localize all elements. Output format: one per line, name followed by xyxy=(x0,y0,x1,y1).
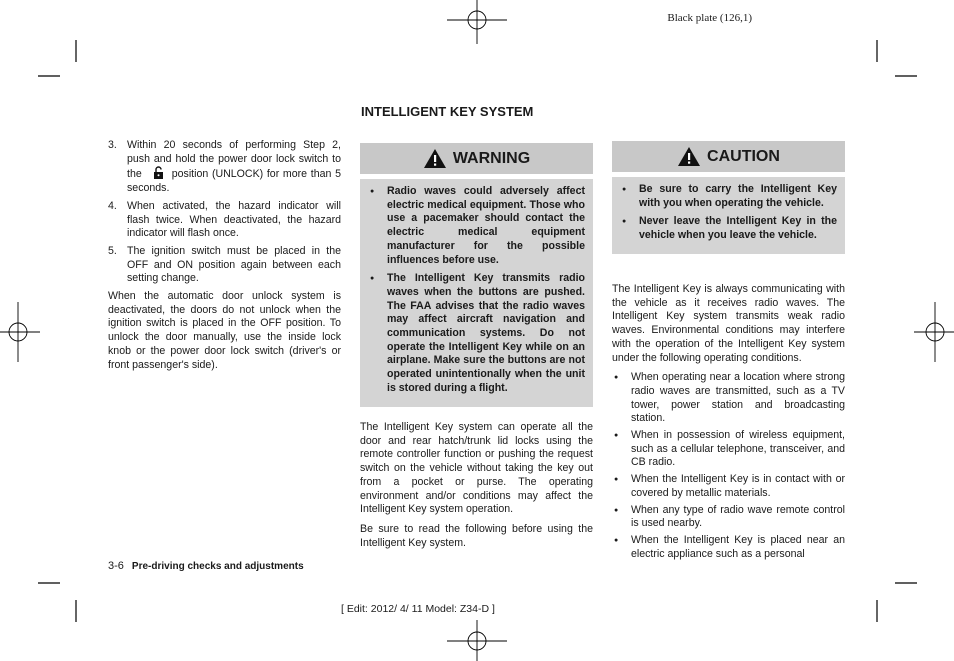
registration-mark-left xyxy=(0,302,40,362)
warning-title: WARNING xyxy=(452,149,531,167)
list-item: ● When in possession of wireless equipment, such as a cellular telephone, transceiver, and CB radio. xyxy=(612,429,845,470)
list-item: ● Radio waves could adversely affect electric medical equipment. Those who use a pacemaker should contact the electric medical equipment manufacturer for the possible influences before use. xyxy=(368,185,585,267)
caution-box xyxy=(612,141,845,254)
list-item: 4. When activated, the hazard indicator will flash twice. When deactivated, the hazard indicator will flash once. xyxy=(108,199,341,240)
page-footer xyxy=(108,560,304,572)
registration-mark-right xyxy=(914,302,954,362)
list-item: ● Never leave the Intelligent Key in the vehicle when you leave the vehicle. xyxy=(620,215,837,242)
caution-body xyxy=(612,177,845,254)
section-title: INTELLIGENT KEY SYSTEM xyxy=(361,104,534,119)
warning-box xyxy=(360,143,593,407)
warning-header xyxy=(360,143,593,174)
list-item: 5. The ignition switch must be placed in the OFF and ON position again between each setting change. xyxy=(108,244,341,285)
paragraph: The Intelligent Key is always communicating with the vehicle as it receives radio waves. The Intelligent Key system transmits weak radio waves. Environmental conditions may interfere with the operation of the Intelligent Key system under the following operating conditions. xyxy=(612,283,845,364)
list-item: ● When any type of radio wave remote control is used nearby. xyxy=(612,504,845,531)
conditions-list xyxy=(612,371,845,561)
plate-label: Black plate (126,1) xyxy=(667,12,752,24)
caution-title: CAUTION xyxy=(707,147,780,165)
column-left xyxy=(108,139,341,378)
page-number: 3-6 xyxy=(108,560,124,572)
paragraph: The Intelligent Key system can operate all the door and rear hatch/trunk lid locks using the remote controller function or pushing the request switch on the vehicle without taking the key out from a pocket or purse. The operating environment and/or conditions may affect the Intelligent Key system operation. xyxy=(360,421,593,516)
warning-body xyxy=(360,179,593,407)
edit-line: [ Edit: 2012/ 4/ 11 Model: Z34-D ] xyxy=(341,603,495,615)
footer-section: Pre-driving checks and adjustments xyxy=(131,561,304,572)
warning-triangle-icon xyxy=(423,148,447,169)
registration-mark-bottom xyxy=(447,620,507,661)
list-item: ● The Intelligent Key transmits radio waves when the buttons are pushed. The FAA advises that the radio waves may affect aircraft navigation and communication systems. Do not operate the Intelligent Key while on an airplane. Make sure the buttons are not operated unintentionally when the unit is stored during a flight. xyxy=(368,272,585,395)
caution-header xyxy=(612,141,845,172)
column-middle xyxy=(360,421,593,556)
paragraph: Be sure to read the following before using the Intelligent Key system. xyxy=(360,522,593,549)
list-item: 3. Within 20 seconds of performing Step 2, push and hold the power door lock switch to the position (UNLOCK) for more than 5 seconds. xyxy=(108,139,341,195)
list-item: ● When the Intelligent Key is in contact with or covered by metallic materials. xyxy=(612,473,845,500)
list-item: ● When the Intelligent Key is placed near an electric appliance such as a personal xyxy=(612,534,845,561)
list-item: ● When operating near a location where strong radio waves are transmitted, such as a TV tower, power station and broadcasting station. xyxy=(612,371,845,426)
unlock-padlock-icon xyxy=(152,166,166,179)
registration-mark-top xyxy=(447,0,507,44)
list-item: ● Be sure to carry the Intelligent Key with you when operating the vehicle. xyxy=(620,183,837,210)
steps-list xyxy=(108,139,341,286)
column-right xyxy=(612,283,845,564)
paragraph: When the automatic door unlock system is deactivated, the doors do not unlock when the ignition switch is placed in the OFF position. To unlock the door manually, use the inside lock knob or the power door lock switch (driver's or front passenger's side). xyxy=(108,290,341,371)
warning-triangle-icon xyxy=(677,146,701,167)
